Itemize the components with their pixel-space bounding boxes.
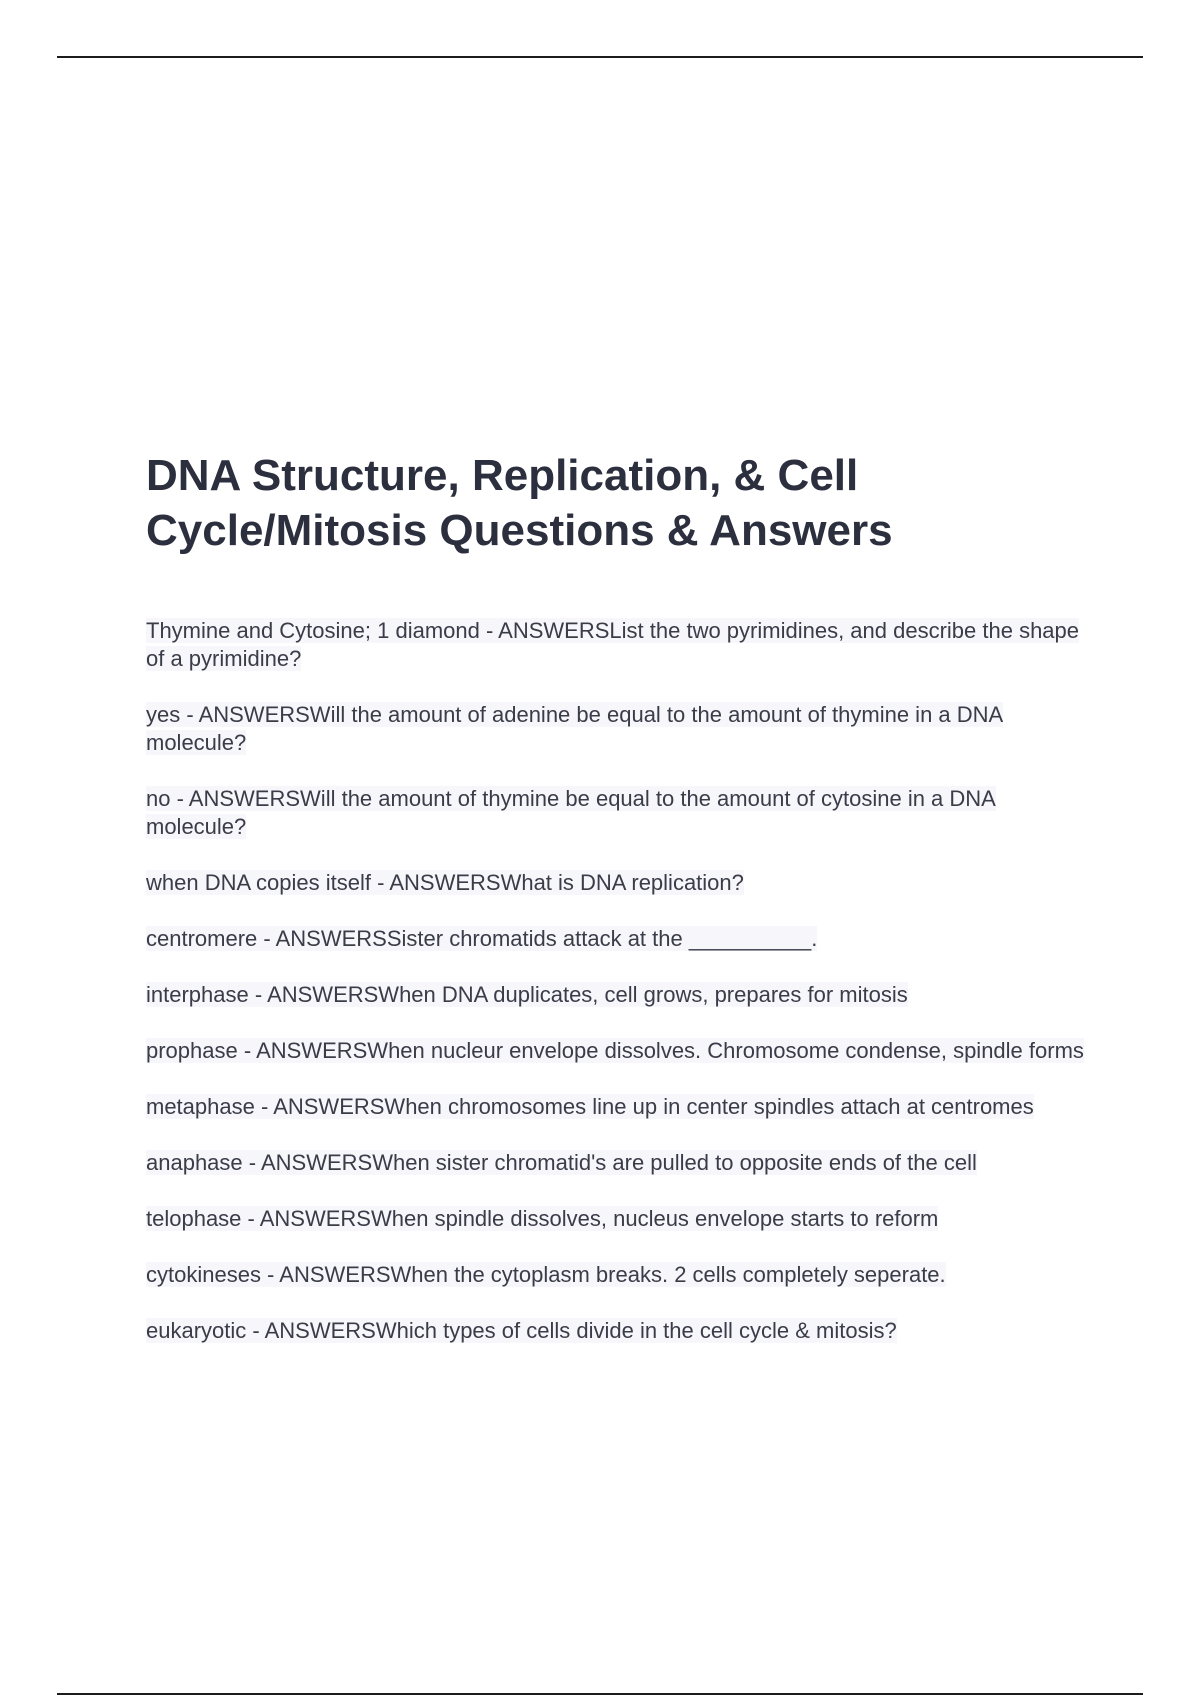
- bottom-divider: [57, 1693, 1143, 1695]
- qa-item-text: metaphase - ANSWERSWhen chromosomes line up in center spindles attach at centromes: [146, 1094, 1034, 1119]
- qa-item: [146, 1093, 1086, 1121]
- qa-item-text: no - ANSWERSWill the amount of thymine be equal to the amount of cytosine in a DNA molecule?: [146, 786, 996, 839]
- qa-item-text: cytokineses - ANSWERSWhen the cytoplasm breaks. 2 cells completely seperate.: [146, 1262, 946, 1287]
- qa-item: [146, 1317, 1086, 1345]
- qa-item-text: prophase - ANSWERSWhen nucleur envelope dissolves. Chromosome condense, spindle forms: [146, 1038, 1084, 1063]
- qa-item-text: interphase - ANSWERSWhen DNA duplicates, cell grows, prepares for mitosis: [146, 982, 908, 1007]
- qa-item: [146, 1205, 1086, 1233]
- qa-item-text: centromere - ANSWERSSister chromatids attack at the __________.: [146, 926, 818, 951]
- qa-list: [146, 617, 1086, 1373]
- qa-item: [146, 785, 1086, 841]
- qa-item-text: eukaryotic - ANSWERSWhich types of cells divide in the cell cycle & mitosis?: [146, 1318, 897, 1343]
- qa-item: [146, 981, 1086, 1009]
- top-divider: [57, 56, 1143, 58]
- qa-item-text: when DNA copies itself - ANSWERSWhat is DNA replication?: [146, 870, 744, 895]
- qa-item: [146, 869, 1086, 897]
- qa-item: [146, 617, 1086, 673]
- qa-item-text: anaphase - ANSWERSWhen sister chromatid's are pulled to opposite ends of the cell: [146, 1150, 977, 1175]
- qa-item: [146, 1037, 1086, 1065]
- qa-item: [146, 1149, 1086, 1177]
- qa-item-text: yes - ANSWERSWill the amount of adenine be equal to the amount of thymine in a DNA molecule?: [146, 702, 1004, 755]
- qa-item-text: Thymine and Cytosine; 1 diamond - ANSWERSList the two pyrimidines, and describe the shape of a pyrimidine?: [146, 618, 1080, 671]
- qa-item: [146, 701, 1086, 757]
- qa-item: [146, 925, 1086, 953]
- qa-item-text: telophase - ANSWERSWhen spindle dissolves, nucleus envelope starts to reform: [146, 1206, 939, 1231]
- document-title: DNA Structure, Replication, & Cell Cycle/Mitosis Questions & Answers: [146, 451, 893, 555]
- qa-item: [146, 1261, 1086, 1289]
